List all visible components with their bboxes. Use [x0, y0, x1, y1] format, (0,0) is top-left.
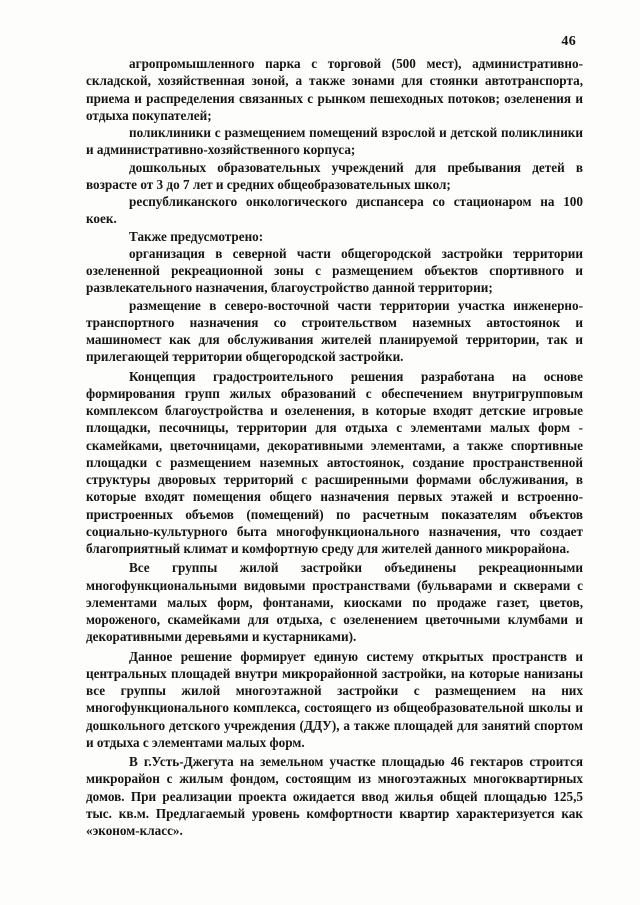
- paragraph-polyclinic: поликлиники с размещением помещений взрослой и детской поликлиники и административно-хозяйственного корпуса;: [86, 125, 583, 158]
- paragraph-parking: размещение в северо-восточной части территории участка инженерно-транспортного назначения со строительством наземных автостоянок и машиномест как для обслуживания жителей планируемой территории, так и прилегающей территории общегородской застройки.: [86, 297, 583, 365]
- paragraph-recreation-zone: организация в северной части общегородской застройки территории озелененной рекреационной зоны с размещением объектов спортивного и развлекательного назначения, благоустройство данной территории;: [86, 245, 583, 296]
- paragraph-concept: Концепция градостроительного решения разработана на основе формирования групп жилых образований с обеспечением внутригрупповым комплексом благоустройства и озеленения, в которые входят детские игровые площадки, песочницы, территории для отдыха с элементами малых форм - скамейками, цветочницами, декоративными элементами, а также спортивные площадки с размещением наземных автостоянок, создание пространственной структуры дворовых территорий с расширенными формами обслуживания, в которые входят помещения общего назначения первых этажей и встроенно-пристроенных объемов (помещений) по расчетным показателям объектов социально-культурного быта многофункционального назначения, что создает благоприятный климат и комфортную среду для жителей данного микрорайона.: [86, 368, 583, 556]
- body-text: [86, 55, 583, 839]
- paragraph-preschool: дошкольных образовательных учреждений для пребывания детей в возрасте от 3 до 7 лет и средних общеобразовательных школ;: [86, 159, 583, 192]
- paragraph-agro-park: агропромышленного парка с торговой (500 мест), административно-складской, хозяйственная зоной, а также зонами для стоянки автотранспорта, приема и распределения связанных с рынком пешеходных потоков; озеленения и отдыха покупателей;: [86, 56, 583, 123]
- paragraph-oncology: республиканского онкологического диспансера со стационаром на 100 коек.: [86, 194, 583, 227]
- page-number: 46: [561, 34, 576, 49]
- paragraph-also-provided: Также предусмотрено:: [129, 228, 264, 244]
- paragraph-open-spaces: Данное решение формирует единую систему открытых пространств и центральных площадей внутри микрорайонной застройки, на которые нанизаны все группы жилой многоэтажной застройки с размещением на них многофункционального комплекса, состоящего из общеобразовательной школы и дошкольного детского учреждения (ДДУ), а также площадей для занятий спортом и отдыха с элементами малых форм.: [86, 648, 583, 750]
- paragraph-ust-dzheguta: В г.Усть-Джегута на земельном участке площадью 46 гектаров строится микрорайон с жилым фондом, состоящим из многоэтажных многоквартирных домов. При реализации проекта ожидается ввод жилья общей площадью 125,5 тыс. кв.м. Предлагаемый уровень комфортности квартир характеризуется как «эконом-класс».: [86, 754, 583, 838]
- paragraph-residential-groups: Все группы жилой застройки объединены рекреационными многофункциональными видовыми пространствами (бульварами и скверами с элементами малых форм, фонтанами, киосками по продаже газет, цветов, мороженого, скамейками для отдыха, с озеленением цветочными клумбами и декоративными деревьями и кустарниками).: [86, 560, 583, 645]
